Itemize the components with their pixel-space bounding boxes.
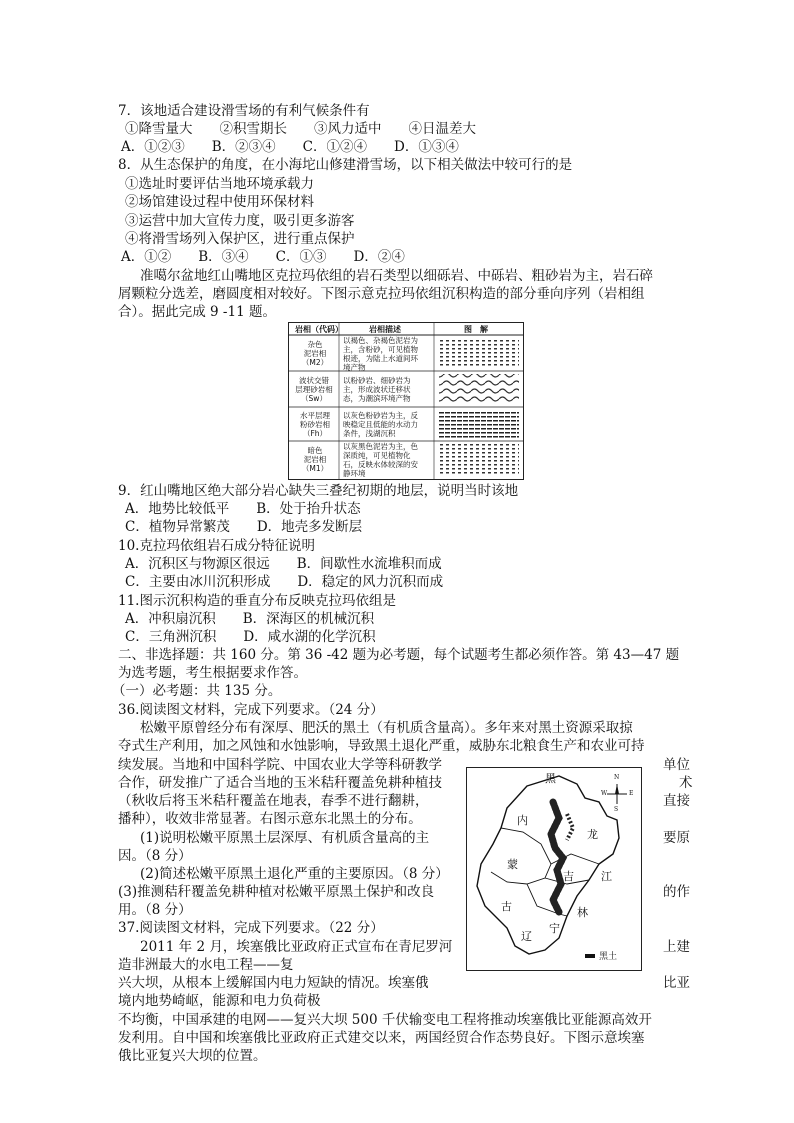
q36-para-4: 合作，研发推广了适合当地的玉米秸秆覆盖免耕种植技 bbox=[118, 775, 442, 791]
q36-para-5-right: 直接 bbox=[663, 793, 690, 809]
q37-para-1: 2011 年 2 月，埃塞俄比亚政府正式宣布在青尼罗河 bbox=[140, 939, 453, 955]
compass-s: S bbox=[614, 806, 619, 813]
q36-para-5: （秋收后将玉米秸秆覆盖在地表，春季不进行翻耕， bbox=[118, 793, 429, 809]
facies-m1: 暗色 泥岩相 （M1） bbox=[301, 446, 329, 473]
map-label-ji: 吉 bbox=[563, 870, 574, 883]
q36-sub-3b: 用。（8 分） bbox=[118, 902, 192, 918]
q36-sub-3-right: 的作 bbox=[663, 884, 690, 900]
facies-sw: 波状交错 层理砂岩相 （Sw） bbox=[295, 376, 333, 403]
q7-choices: A．①②③ B．②③④ C．①②④ D．①③④ bbox=[121, 139, 459, 155]
q37-para-6: 发利用。自中国和埃塞俄比亚政府正式建交以来，两国经贸合作态势良好。下图示意埃塞 bbox=[118, 1030, 645, 1046]
header-description: 岩相描述 bbox=[369, 325, 401, 334]
q9-options-cd: C．植物异常繁茂 D．地壳多发断层 bbox=[125, 519, 363, 535]
black-soil-belt bbox=[551, 802, 563, 912]
q36-para-4-right: 术 bbox=[679, 775, 693, 791]
q7-options: ①降雪量大 ②积雪期长 ③风力适中 ④日温差大 bbox=[125, 121, 476, 137]
map-label-meng: 蒙 bbox=[507, 858, 518, 871]
q10-stem: 10.克拉玛依组岩石成分特征说明 bbox=[118, 538, 315, 554]
part2-line-2: 为选考题，考生根据要求作答。 bbox=[118, 665, 307, 681]
facies-figure bbox=[288, 322, 524, 480]
mudstone-pattern-m2 bbox=[439, 338, 519, 368]
map-label-ning: 宁 bbox=[549, 922, 560, 935]
header-facies: 岩相（代码） bbox=[295, 325, 343, 334]
legend-label: 黑土 bbox=[599, 952, 618, 962]
q36-sub-2: (2)简述松嫩平原黑土退化严重的主要原因。（8 分） bbox=[140, 866, 449, 882]
q37-para-3: 兴大坝，从根本上缓解国内电力短缺的情况。埃塞俄 bbox=[118, 975, 429, 991]
q36-para-1: 松嫩平原曾经分布有深厚、肥沃的黑土（有机质含量高）。多年来对黑土资源采取掠 bbox=[140, 720, 633, 736]
q8-stem: 8．从生态保护的角度，在小海坨山修建滑雪场，以下相关做法中较可行的是 bbox=[118, 157, 573, 173]
q8-option-4: ④将滑雪场列入保护区，进行重点保护 bbox=[125, 231, 355, 247]
header-diagram: 图 解 bbox=[464, 325, 488, 334]
q8-choices: A．①② B．③④ C．①③ D．②④ bbox=[121, 249, 405, 265]
q36-para-2: 夺式生产利用，加之风蚀和水蚀影响，导致黑土退化严重，威胁东北粮食生产和农业可持 bbox=[118, 738, 645, 754]
map-label-lin: 林 bbox=[577, 906, 588, 919]
q11-stem: 11.图示沉积构造的垂直分布反映克拉玛依组是 bbox=[118, 593, 396, 609]
q36-title: 36.阅读图文材料，完成下列要求。（24 分） bbox=[118, 702, 384, 718]
part2-line-3: （一）必考题：共 135 分。 bbox=[112, 683, 282, 699]
q10-options-ab: A．沉积区与物源区很远 B．间歇性水流堆积而成 bbox=[125, 556, 442, 572]
q37-para-4: 境内地势崎岖，能源和电力负荷极 bbox=[118, 993, 321, 1009]
legend-swatch bbox=[585, 954, 595, 958]
q36-para-3: 续发展。当地和中国科学院、中国农业大学等科研教学 bbox=[118, 757, 442, 773]
q10-options-cd: C．主要由冰川沉积形成 D．稳定的风力沉积而成 bbox=[125, 574, 444, 590]
compass-w: W bbox=[601, 790, 608, 797]
passage-line-2: 屑颗粒分选差，磨圆度相对较好。下图示意克拉玛依组沉积构造的部分垂向序列（岩相组 bbox=[118, 286, 645, 302]
q37-para-1-right: 上建 bbox=[663, 939, 690, 955]
desc-m1: 以灰黑色泥岩为主，色 深质纯，可见植物化 石，反映水体较深的安 静环境 bbox=[343, 442, 418, 478]
q36-para-6: 播种），收效非常显著。右图示意东北黑土的分布。 bbox=[118, 811, 422, 827]
horizontal-siltstone-pattern bbox=[439, 410, 519, 438]
mudstone-pattern-m1 bbox=[439, 444, 519, 476]
q37-para-7: 俄比亚复兴大坝的位置。 bbox=[118, 1048, 267, 1064]
q36-sub-1b: 因。（8 分） bbox=[118, 848, 192, 864]
desc-m2: 以褐色、杂褐色泥岩为 主，含粉砂，可见植物 根迹，为陆上水道间环 境产物 bbox=[343, 336, 418, 372]
map-label-gu: 古 bbox=[501, 900, 512, 913]
q8-option-2: ②场馆建设过程中使用环保材料 bbox=[125, 194, 314, 210]
map-label-nei: 内 bbox=[517, 814, 528, 827]
q36-sub-1-right: 要原 bbox=[663, 830, 690, 846]
map-label-jiang: 江 bbox=[601, 870, 612, 883]
compass-n: N bbox=[614, 774, 620, 781]
q7-stem: 7．该地适合建设滑雪场的有利气候条件有 bbox=[118, 103, 370, 119]
q8-option-3: ③运营中加大宣传力度，吸引更多游客 bbox=[125, 213, 355, 229]
q37-para-5: 不均衡，中国承建的电网——复兴大坝 500 千伏输变电工程将推动埃塞俄比亚能源高效开 bbox=[118, 1012, 652, 1028]
passage-line-3: 合）。据此完成 9 -11 题。 bbox=[118, 304, 276, 320]
q36-sub-1a: (1)说明松嫩平原黑土层深厚、有机质含量高的主 bbox=[140, 830, 430, 846]
part2-line-1: 二、非选择题：共 160 分。第 36 -42 题为必考题，每个试题考生都必须作答。第 43—47 题 bbox=[118, 647, 680, 663]
map-label-liao: 辽 bbox=[521, 930, 532, 943]
q11-options-ab: A．冲积扇沉积 B．深海区的机械沉积 bbox=[125, 611, 375, 627]
q9-stem: 9．红山嘴地区绝大部分岩心缺失三叠纪初期的地层，说明当时该地 bbox=[118, 483, 519, 499]
compass-e: E bbox=[629, 790, 634, 797]
desc-fh: 以灰色粉砂岩为主，反 映稳定且低能的水动力 条件，浅湖沉积 bbox=[343, 411, 418, 438]
map-outline bbox=[467, 768, 641, 970]
desc-sw: 以粉砂岩、细砂岩为 主，形成波状迁移状 态，为潮滨环境产物 bbox=[343, 376, 411, 403]
passage-line-1: 准噶尔盆地红山嘴地区克拉玛依组的岩石类型以细砾岩、中砾岩、粗砂岩为主，岩石碎 bbox=[140, 268, 653, 284]
map-label-long: 龙 bbox=[587, 828, 598, 841]
compass-rose bbox=[607, 784, 627, 804]
q37-para-2: 造非洲最大的水电工程——复 bbox=[118, 957, 294, 973]
q37-title: 37.阅读图文材料，完成下列要求。（22 分） bbox=[118, 920, 384, 936]
q11-options-cd: C．三角洲沉积 D．咸水湖的化学沉积 bbox=[125, 629, 376, 645]
black-soil-map bbox=[466, 767, 642, 971]
q8-option-1: ①选址时要评估当地环境承载力 bbox=[125, 176, 314, 192]
wavy-sandstone-pattern bbox=[439, 374, 519, 404]
facies-fh: 水平层理 粉砂岩相 （Fh） bbox=[300, 411, 330, 438]
q36-sub-3a: (3)推测秸秆覆盖免耕种植对松嫩平原黑土保护和改良 bbox=[118, 884, 435, 900]
facies-m2: 杂色 泥岩相 （M2） bbox=[301, 340, 329, 367]
q36-para-3-right: 单位 bbox=[663, 757, 690, 773]
q9-options-ab: A．地势比较低平 B．处于抬升状态 bbox=[125, 501, 361, 517]
q37-para-3-right: 比亚 bbox=[663, 975, 690, 991]
map-label-hei: 黑 bbox=[545, 772, 556, 785]
